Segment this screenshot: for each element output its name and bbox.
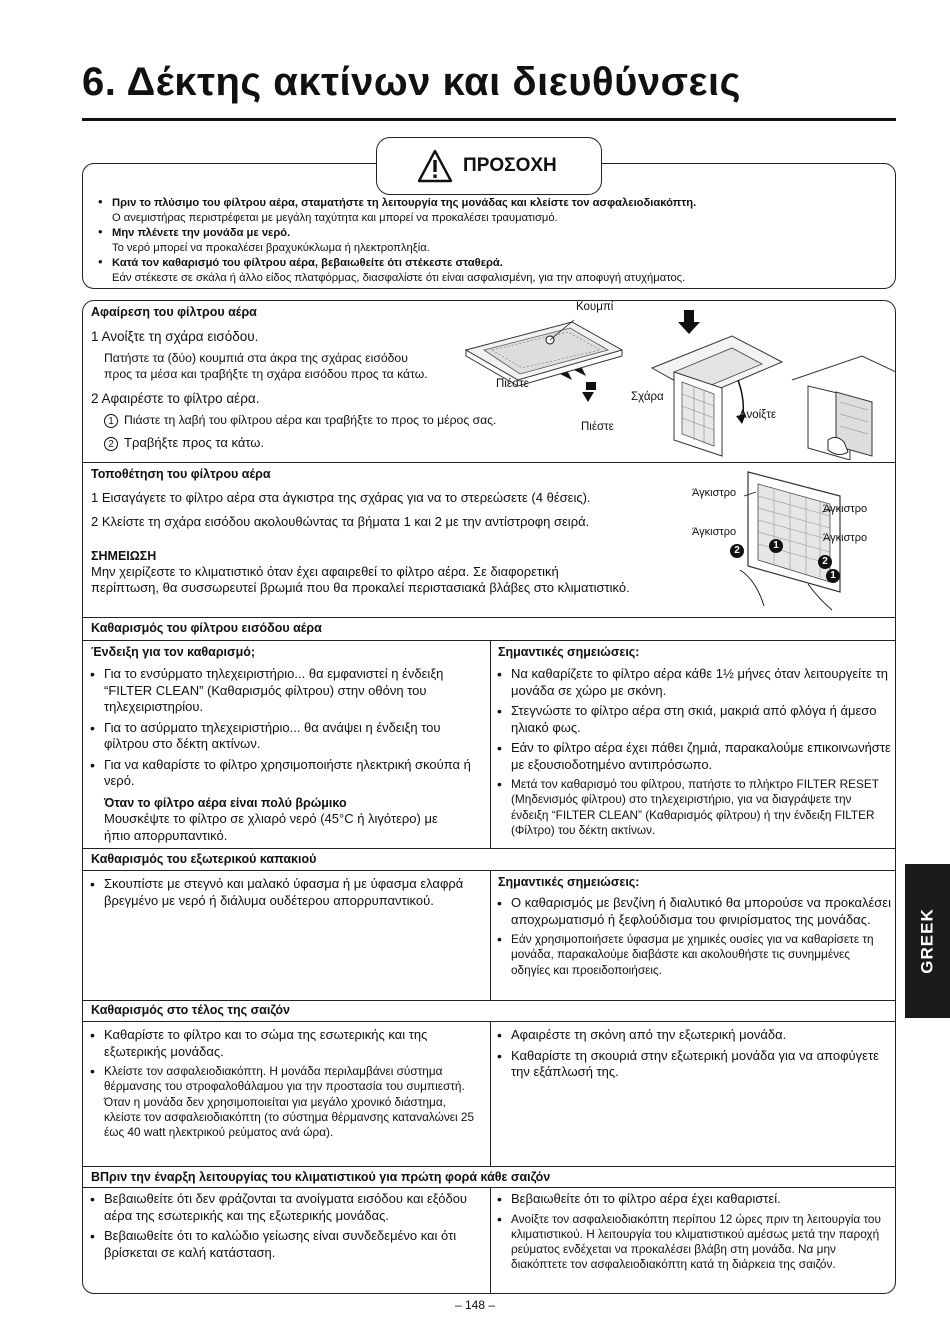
season-end-right-list bbox=[496, 1027, 892, 1085]
list-item: • Καθαρίστε τη σκουριά στην εξωτερική μονάδα για να αποφύγετε την εξάπλωσή της. bbox=[496, 1048, 892, 1081]
divider bbox=[82, 870, 896, 871]
list-item: • Να καθαρίζετε το φίλτρο αέρα κάθε 1½ μήνες όταν λειτουργείτε τη μονάδα σε χώρο με σκόνη. bbox=[496, 666, 892, 699]
remove-filter-heading: Αφαίρεση του φίλτρου αέρα bbox=[91, 305, 257, 319]
step-marker: 1 bbox=[769, 539, 783, 553]
remove-step-1-detail: προς τα μέσα και τραβήξτε τη σχάρα εισόδου προς τα κάτω. bbox=[104, 367, 428, 381]
important-notes-label: Σημαντικές σημειώσεις: bbox=[498, 645, 640, 659]
remove-step-2: 2 Αφαιρέστε το φίλτρο αέρα. bbox=[91, 391, 260, 406]
language-tab bbox=[905, 864, 950, 1018]
important-notes-label: Σημαντικές σημειώσεις: bbox=[498, 875, 640, 889]
dirty-filter-text: Μουσκέψτε το φίλτρο σε χλιαρό νερό (45°C ή λιγότερο) με ήπιο απορρυπαντικό. bbox=[104, 811, 438, 843]
column-divider bbox=[490, 640, 491, 848]
divider bbox=[82, 617, 896, 618]
step-marker: 2 bbox=[818, 555, 832, 569]
down-arrow-icon bbox=[678, 310, 700, 334]
caution-item-text: Ο ανεμιστήρας περιστρέφεται με μεγάλη ταχύτητα και μπορεί να προκαλέσει τραυματισμό. bbox=[112, 211, 558, 224]
label-hook: Άγκιστρο bbox=[823, 532, 868, 544]
label-grille: Σχάρα bbox=[631, 391, 664, 403]
label-press: Πιέστε bbox=[581, 421, 614, 433]
label-hook: Άγκιστρο bbox=[692, 487, 737, 499]
season-start-right-list bbox=[496, 1191, 892, 1277]
divider bbox=[82, 1000, 896, 1001]
list-item: • Καθαρίστε το φίλτρο και το σώμα της εσωτερικής και της εξωτερικής μονάδας. bbox=[89, 1027, 485, 1060]
clean-inlet-left-list bbox=[89, 666, 485, 794]
clean-cover-heading: Καθαρισμός του εξωτερικού καπακιού bbox=[91, 852, 317, 866]
list-item: • Βεβαιωθείτε ότι το καλώδιο γείωσης είναι συνδεδεμένο και ότι βρίσκεται σε καλή κατάσταση. bbox=[89, 1228, 485, 1261]
clean-inlet-right-list bbox=[496, 666, 892, 842]
remove-step-1: 1 Ανοίξτε τη σχάρα εισόδου. bbox=[91, 329, 259, 344]
page-number: – 148 – bbox=[454, 1298, 496, 1312]
column-divider bbox=[490, 1021, 491, 1166]
substep-number: 1 bbox=[104, 414, 118, 428]
warning-triangle-icon bbox=[417, 149, 453, 183]
divider bbox=[82, 640, 896, 641]
open-grille-drawing bbox=[652, 336, 782, 456]
remove-substep-1 bbox=[104, 413, 496, 429]
caution-label: ΠΡΟΣΟΧΗ bbox=[463, 155, 557, 176]
list-item: • Εάν το φίλτρο αέρα έχει πάθει ζημιά, παρακαλούμε επικοινωνήστε με εξουσιοδοτημένο αντιπρόσωπο. bbox=[496, 740, 892, 773]
label-open: Ανοίξτε bbox=[739, 409, 776, 421]
divider bbox=[82, 1166, 896, 1167]
caution-list bbox=[96, 196, 886, 286]
list-item: • Για το ενσύρματο τηλεχειριστήριο... θα εμφανιστεί η ένδειξη “FILTER CLEAN” (Καθαρισμός φίλτρου) στην οθόνη του τηλεχειριστηρίου. bbox=[89, 666, 485, 716]
list-item: • Ανοίξτε τον ασφαλειοδιακόπτη περίπου 12 ώρες πριν τη λειτουργία του κλιματιστικού. Η λειτουργία του κλιματιστικού αμέσως μετά την παροχή ρεύματος ενδέχεται να προκαλέσει βλάβη στη μονάδα. Να μην διακόπτετε τον ασφαλειοδιακόπτη κατά τη διάρκεια της σαιζόν. bbox=[496, 1212, 892, 1273]
caution-item-text: Εάν στέκεστε σε σκάλα ή άλλο είδος πλατφόρμας, διασφαλίστε ότι είναι ασφαλισμένη, για την αποφυγή ατυχήματος. bbox=[112, 271, 686, 284]
divider bbox=[82, 462, 896, 463]
label-press: Πιέστε bbox=[496, 378, 529, 390]
dirty-filter-label: Όταν το φίλτρο αέρα είναι πολύ βρώμικο bbox=[104, 796, 347, 810]
season-end-left-list bbox=[89, 1027, 485, 1144]
clean-cover-right-list bbox=[496, 895, 892, 982]
caution-item bbox=[96, 196, 886, 225]
season-start-heading: ΒΠριν την έναρξη λειτουργίας του κλιματιστικού για πρώτη φορά κάθε σαιζόν bbox=[91, 1170, 551, 1184]
season-end-heading: Καθαρισμός στο τέλος της σαιζόν bbox=[91, 1003, 290, 1017]
install-step-1: 1 Εισαγάγετε το φίλτρο αέρα στα άγκιστρα της σχάρας για να το στερεώσετε (4 θέσεις). bbox=[91, 490, 591, 505]
list-item: • Βεβαιωθείτε ότι δεν φράζονται τα ανοίγματα εισόδου και εξόδου αέρα της εσωτερικής και της εξωτερικής μονάδας. bbox=[89, 1191, 485, 1224]
list-item: • Αφαιρέστε τη σκόνη από την εξωτερική μονάδα. bbox=[496, 1027, 892, 1044]
note-text: περίπτωση, θα συσσωρευτεί βρωμιά που θα προκαλεί περιστασιακά βλάβες στο κλιματιστικό. bbox=[91, 580, 630, 595]
clean-cover-left-list bbox=[89, 876, 485, 913]
list-item: • Στεγνώστε το φίλτρο αέρα στη σκιά, μακριά από φλόγα ή άμεσο ηλιακό φως. bbox=[496, 703, 892, 736]
list-item: • Για να καθαρίστε το φίλτρο χρησιμοποιήστε ηλεκτρική σκούπα ή νερό. bbox=[89, 757, 485, 790]
caution-item bbox=[96, 226, 886, 255]
column-divider bbox=[490, 1187, 491, 1293]
label-hook: Άγκιστρο bbox=[692, 526, 737, 538]
list-item: • Βεβαιωθείτε ότι το φίλτρο αέρα έχει καθαριστεί. bbox=[496, 1191, 892, 1208]
clean-indicator-label: Ένδειξη για τον καθαρισμό; bbox=[91, 645, 256, 659]
season-start-left-list bbox=[89, 1191, 485, 1265]
substep-number: 2 bbox=[104, 437, 118, 451]
language-tab-label: GREEK bbox=[917, 908, 937, 974]
clean-inlet-heading: Καθαρισμός του φίλτρου εισόδου αέρα bbox=[91, 621, 322, 635]
filter-pull-drawing bbox=[792, 356, 896, 460]
ceiling-unit-drawing bbox=[466, 320, 622, 402]
list-item: • Ο καθαρισμός με βενζίνη ή διαλυτικό θα μπορούσε να προκαλέσει αποχρωματισμό ή ξεφλούδισμα του φινιρίσματος της μονάδας. bbox=[496, 895, 892, 928]
label-hook: Άγκιστρο bbox=[823, 503, 868, 515]
step-marker: 2 bbox=[730, 544, 744, 558]
caution-header bbox=[376, 137, 602, 195]
note-text: Μην χειρίζεστε το κλιματιστικό όταν έχει αφαιρεθεί το φίλτρο αέρα. Σε διαφορετική bbox=[91, 564, 559, 579]
title-rule bbox=[82, 118, 896, 121]
note-label: ΣΗΜΕΙΩΣΗ bbox=[91, 549, 157, 563]
list-item: • Μετά τον καθαρισμό του φίλτρου, πατήστε το πλήκτρο FILTER RESET (Μηδενισμός φίλτρου) στο τηλεχειριστήριο, για να διαγράψετε την ένδειξη “FILTER CLEAN” (Καθαρισμός φίλτρου) ή την ένδειξη FILTER (Φίλτρο) του δέκτη ακτίνων. bbox=[496, 777, 892, 838]
caution-item-bold: • Κατά τον καθαρισμό του φίλτρου αέρα, βεβαιωθείτε ότι στέκεστε σταθερά. bbox=[112, 257, 503, 269]
remove-step-1-detail: Πατήστε τα (δύο) κουμπιά στα άκρα της σχάρας εισόδου bbox=[104, 351, 408, 365]
list-item: • Εάν χρησιμοποιήσετε ύφασμα με χημικές ουσίες για να καθαρίσετε τη μονάδα, παρακαλούμε διαβάστε και ακολουθήστε τις συνημμένες οδηγίες και προειδοποιήσεις. bbox=[496, 932, 892, 978]
install-filter-heading: Τοποθέτηση του φίλτρου αέρα bbox=[91, 467, 271, 481]
install-step-2: 2 Κλείστε τη σχάρα εισόδου ακολουθώντας τα βήματα 1 και 2 με την αντίστροφη σειρά. bbox=[91, 514, 590, 529]
list-item: • Σκουπίστε με στεγνό και μαλακό ύφασμα ή με ύφασμα ελαφρά βρεγμένο με νερό ή διάλυμα ουδέτερου απορρυπαντικού. bbox=[89, 876, 485, 909]
divider bbox=[82, 848, 896, 849]
substep-text: Πιάστε τη λαβή του φίλτρου αέρα και τραβήξτε το προς το μέρος σας. bbox=[124, 413, 497, 427]
label-button: Κουμπί bbox=[576, 301, 614, 313]
page-title: 6. Δέκτης ακτίνων και διευθύνσεις bbox=[82, 60, 741, 104]
divider bbox=[82, 1187, 896, 1188]
step-marker: 1 bbox=[826, 569, 840, 583]
caution-item-bold: • Πριν το πλύσιμο του φίλτρου αέρα, σταματήστε τη λειτουργία της μονάδας και κλείστε τον ασφαλειοδιακόπτη. bbox=[112, 197, 697, 209]
divider bbox=[82, 1021, 896, 1022]
list-item: • Κλείστε τον ασφαλειοδιακόπτη. Η μονάδα περιλαμβάνει σύστημα θέρμανσης του στροφαλοθάλαμου για την προστασία του συμπιεστή. Όταν η μονάδα δεν χρησιμοποιείται για μεγάλο χρονικό διάστημα, κλείστε τον ασφαλειοδιακόπτη (το σύστημα θέρμανσης καταναλώνει 25 έως 40 watt ηλεκτρικού ρεύματος ανά ώρα). bbox=[89, 1064, 485, 1140]
caution-item-text: Το νερό μπορεί να προκαλέσει βραχυκύκλωμα ή ηλεκτροπληξία. bbox=[112, 241, 430, 254]
column-divider bbox=[490, 870, 491, 1000]
caution-item bbox=[96, 256, 886, 285]
caution-item-bold: • Μην πλένετε την μονάδα με νερό. bbox=[112, 227, 291, 239]
remove-substep-2 bbox=[104, 435, 264, 452]
list-item: • Για το ασύρματο τηλεχειριστήριο... θα ανάψει η ένδειξη του φίλτρου στο δέκτη ακτίνων. bbox=[89, 720, 485, 753]
substep-text: Τραβήξτε προς τα κάτω. bbox=[124, 435, 265, 450]
